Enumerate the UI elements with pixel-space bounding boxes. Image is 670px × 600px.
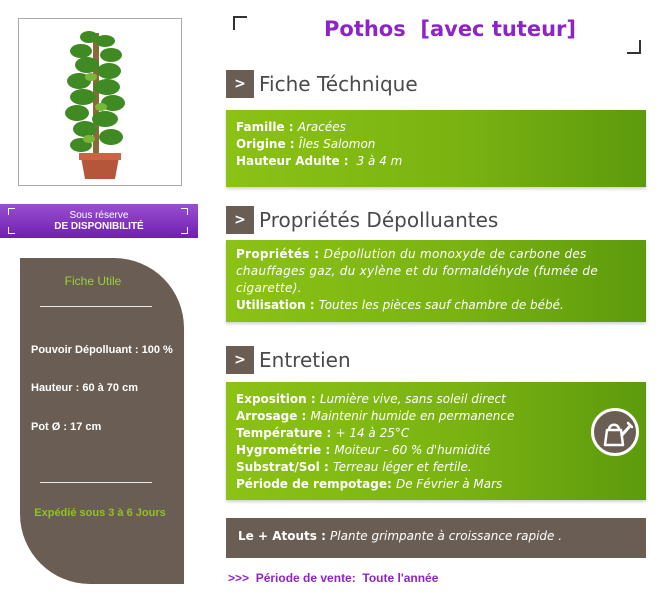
shipping-info: Expédié sous 3 à 6 Jours xyxy=(34,507,166,519)
famille-row xyxy=(236,119,636,136)
section-header-fiche-technique xyxy=(226,70,418,98)
origine-value: Îles Salomon xyxy=(298,137,376,151)
periode-vente xyxy=(228,571,438,585)
famille-value: Aracées xyxy=(297,120,346,134)
hauteur-adulte-label: Hauteur Adulte : xyxy=(236,154,353,168)
arrosage-label: Arrosage : xyxy=(236,409,311,423)
pot-value: Pot Ø : 17 cm xyxy=(31,421,102,433)
divider xyxy=(40,482,152,483)
famille-label: Famille : xyxy=(236,120,298,134)
substrat-row xyxy=(236,459,636,476)
proprietes-label: Propriétés : xyxy=(236,247,324,261)
section-header-proprietes xyxy=(226,206,498,234)
rempotage-row xyxy=(236,476,636,493)
rempotage-value: De Février à Mars xyxy=(395,477,503,491)
proprietes-row xyxy=(236,246,636,297)
temperature-row xyxy=(236,425,636,442)
origine-row xyxy=(236,136,636,153)
watering-can-glyph xyxy=(599,418,633,448)
periode-text: Période de vente: Toute l'année xyxy=(249,571,439,585)
substrat-value: Terreau léger et fertile. xyxy=(332,460,472,474)
pouvoir-depolluant: Pouvoir Dépolluant : 100 % xyxy=(31,344,173,356)
pothos-plant-image xyxy=(19,19,183,187)
arrosage-value: Maintenir humide en permanence xyxy=(310,409,515,423)
utilisation-label: Utilisation : xyxy=(236,298,319,312)
utilisation-value: Toutes les pièces sauf chambre de bébé. xyxy=(318,298,564,312)
temperature-value: + 14 à 25°C xyxy=(335,426,410,440)
substrat-label: Substrat/Sol : xyxy=(236,460,333,474)
origine-label: Origine : xyxy=(236,137,299,151)
atouts-box xyxy=(226,518,646,558)
fiche-technique-box xyxy=(226,110,646,187)
atouts-label: Le + Atouts : xyxy=(238,529,331,543)
title-bracket-left xyxy=(233,16,247,30)
hauteur-adulte-value: 3 à 4 m xyxy=(352,154,403,168)
proprietes-value: Dépollution du monoxyde de carbone des chauffages gaz, du xylène et du formaldéhyde (fumée de cigarette). xyxy=(236,247,599,295)
chevron-right-icon: > xyxy=(226,346,254,374)
hauteur-value: Hauteur : 60 à 70 cm xyxy=(31,382,138,394)
product-photo xyxy=(18,18,182,186)
chevron-right-icon: > xyxy=(226,206,254,234)
watering-can-icon xyxy=(591,408,639,456)
availability-line2: DE DISPONIBILITÉ xyxy=(54,221,144,232)
section-title: Propriétés Dépolluantes xyxy=(259,208,499,232)
exposition-value: Lumière vive, sans soleil direct xyxy=(319,392,506,406)
temperature-label: Température : xyxy=(236,426,336,440)
hygrometrie-value: Moiteur - 60 % d'humidité xyxy=(334,443,491,457)
section-header-entretien xyxy=(226,346,351,374)
hygrometrie-label: Hygrométrie : xyxy=(236,443,335,457)
title-bracket-right xyxy=(627,40,641,54)
rempotage-label: Période de rempotage: xyxy=(236,477,396,491)
section-title: Fiche Téchnique xyxy=(259,72,418,96)
exposition-label: Exposition : xyxy=(236,392,320,406)
fiche-utile-title: Fiche Utile xyxy=(64,274,122,288)
exposition-row xyxy=(236,391,636,408)
entretien-box xyxy=(226,382,646,500)
hygrometrie-row xyxy=(236,442,636,459)
utilisation-row xyxy=(236,297,636,314)
triple-chevron-icon: >>> xyxy=(228,571,250,585)
availability-banner xyxy=(0,204,198,238)
availability-line1: Sous réserve xyxy=(69,210,129,221)
atouts-value: Plante grimpante à croissance rapide . xyxy=(330,529,563,543)
section-title: Entretien xyxy=(259,348,351,372)
page-title: Pothos [avec tuteur] xyxy=(324,17,576,41)
fiche-utile-panel xyxy=(20,258,184,584)
chevron-right-icon: > xyxy=(226,70,254,98)
arrosage-row xyxy=(236,408,636,425)
divider xyxy=(40,306,152,307)
hauteur-adulte-row xyxy=(236,153,636,170)
proprietes-box xyxy=(226,240,646,322)
